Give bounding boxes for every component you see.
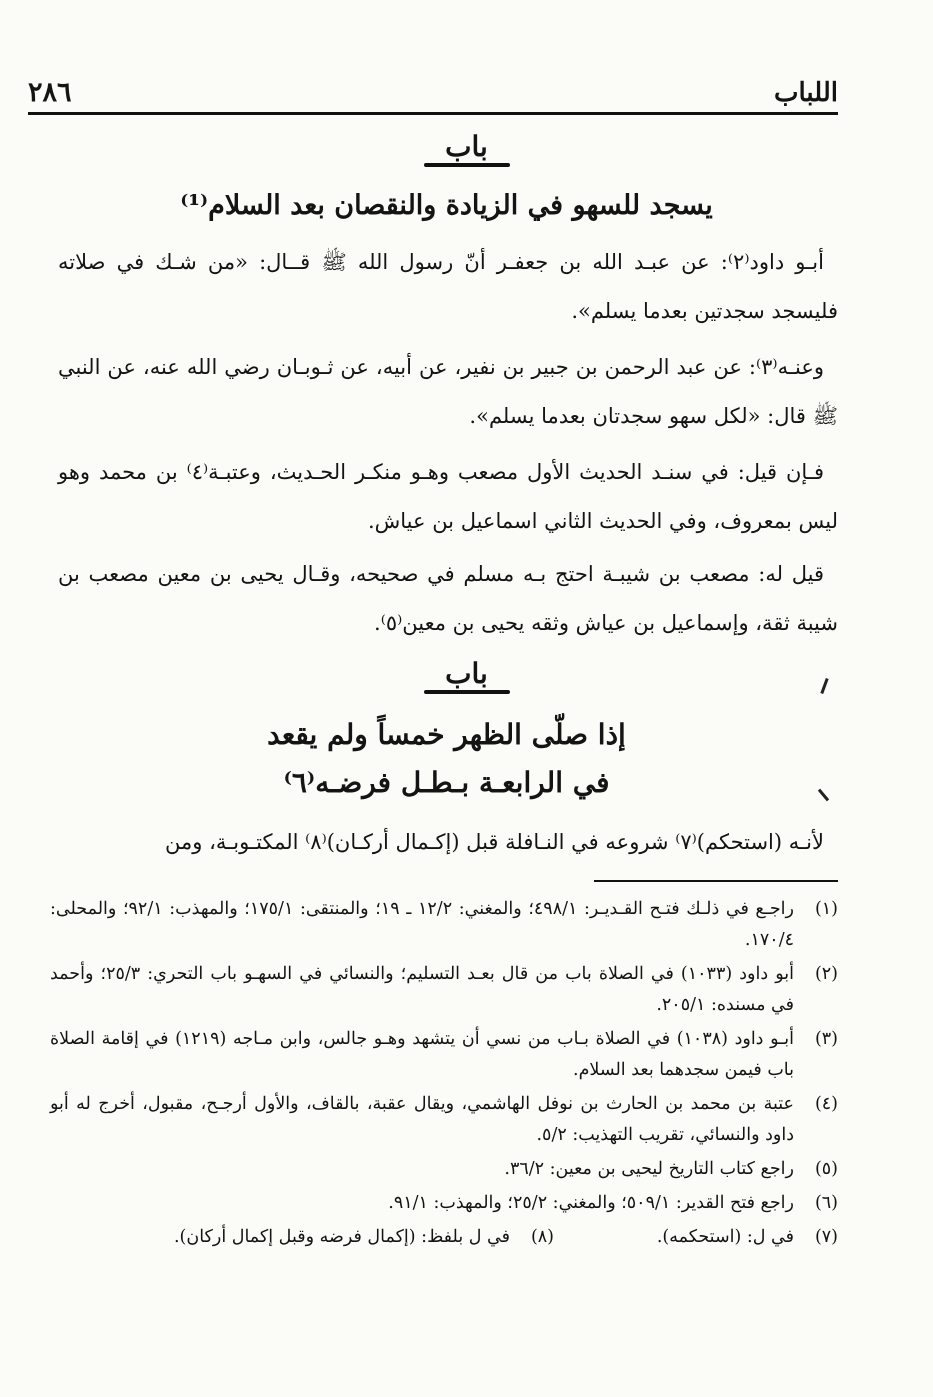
paragraph-2: وعنـه⁽٣⁾: عن عبد الرحمن بن جبير بن نفير، عن أبيه، عن ثـوبـان رضي الله عنه، عن النبي ﷺ قال: «لكل سهو سجدتان بعدما يسلم». [58, 355, 838, 428]
footnote-4: (٤) عتبة بن محمد بن الحارث بن نوفل الهاشمي، ويقال عقبة، بالقاف، والأول أرجـح، مقبول، أخرج له أبو داود والنسائي، تقريب التهذيب: ٥/٢. [50, 1094, 838, 1145]
footnote-8-text: في ل بلفظ: (إكمال فرضه وقبل إكمال أركان). [173, 1227, 510, 1247]
footnote-8-number: (٨) [530, 1227, 554, 1247]
page-header [28, 68, 838, 108]
section-title-2-line2: في الرابعـة بـطـل فرضـه⁽٦⁾ [283, 766, 610, 799]
footnote-7-8-row [50, 1222, 838, 1253]
page-number: ٢٨٦ [28, 77, 72, 108]
section-title-2-line1: إذا صلّى الظهر خمساً ولم يقعد [267, 718, 626, 751]
bab-label: باب [445, 657, 488, 690]
section-title-1: يسجد للسهو في الزيادة والنقصان بعد السلام⁽¹⁾ [180, 190, 713, 221]
footnote-3: (٣) أبـو داود (١٠٣٨) في الصلاة بـاب من نسي أن يتشهد وهـو جالس، وابن مـاجه (١٢١٩) في إقامة الصلاة باب فيمن سجدهما بعد السلام. [50, 1029, 838, 1080]
footnotes [50, 894, 838, 1253]
bab-underline [424, 690, 510, 694]
footnote-1: (١) راجـع في ذلـك فتـح القـديـر: ٤٩٨/١؛ والمغني: ١٢/٢ ـ ١٩؛ والمنتقى: ١٧٥/١؛ والمهذب: ٩٢/١؛ والمحلى: ١٧٠/٤. [50, 899, 838, 950]
footnote-7-number: (٧) [814, 1227, 838, 1247]
running-title: اللباب [774, 78, 838, 108]
footnote-5: (٥) راجع كتاب التاريخ ليحيى بن معين: ٣٦/٢. [504, 1159, 838, 1179]
section-bab-1 [0, 130, 933, 167]
section-bab-2 [0, 657, 933, 694]
paragraph-5: لأنـه (استحكم)⁽٧⁾ شروعه في النـافلة قبل (إكـمال أركـان)⁽٨⁾ المكتـوبـة، ومن [165, 830, 824, 854]
bab-underline [424, 163, 510, 167]
paragraph-1: أبـو داود⁽٢⁾: عن عبـد الله بن جعفـر أنّ رسول الله ﷺ قــال: «من شـك في صلاته فليسجد سجدتين بعدما يسلم». [58, 250, 838, 323]
footnote-7-text: في ل: (استحكمه). [656, 1227, 794, 1247]
paragraph-3: فـإن قيل: في سنـد الحديث الأول مصعب وهـو منكـر الحـديث، وعتبـة⁽٤⁾ بن محمد وهو ليس بمعروف، وفي الحديث الثاني اسماعيل بن عياش. [58, 460, 838, 533]
bab-label: باب [445, 130, 488, 163]
paragraph-4: قيل له: مصعب بن شيبـة احتج بـه مسلم في صحيحه، وقـال يحيى بن معين مصعب بن شيبة ثقة، وإسماعيل بن عياش وثقه يحيى بن معين⁽٥⁾. [58, 562, 838, 635]
footnote-6: (٦) راجع فتح القدير: ٥٠٩/١؛ والمغني: ٢٥/٢؛ والمهذب: ٩١/١. [388, 1193, 838, 1213]
footnote-2: (٢) أبو داود (١٠٣٣) في الصلاة باب من قال بعـد التسليم؛ والنسائي في السهـو باب التحري: ٢٥/٣؛ وأحمد في مسنده: ٢٠٥/١. [50, 964, 838, 1015]
footnote-separator [594, 880, 838, 882]
header-rule [28, 112, 838, 115]
